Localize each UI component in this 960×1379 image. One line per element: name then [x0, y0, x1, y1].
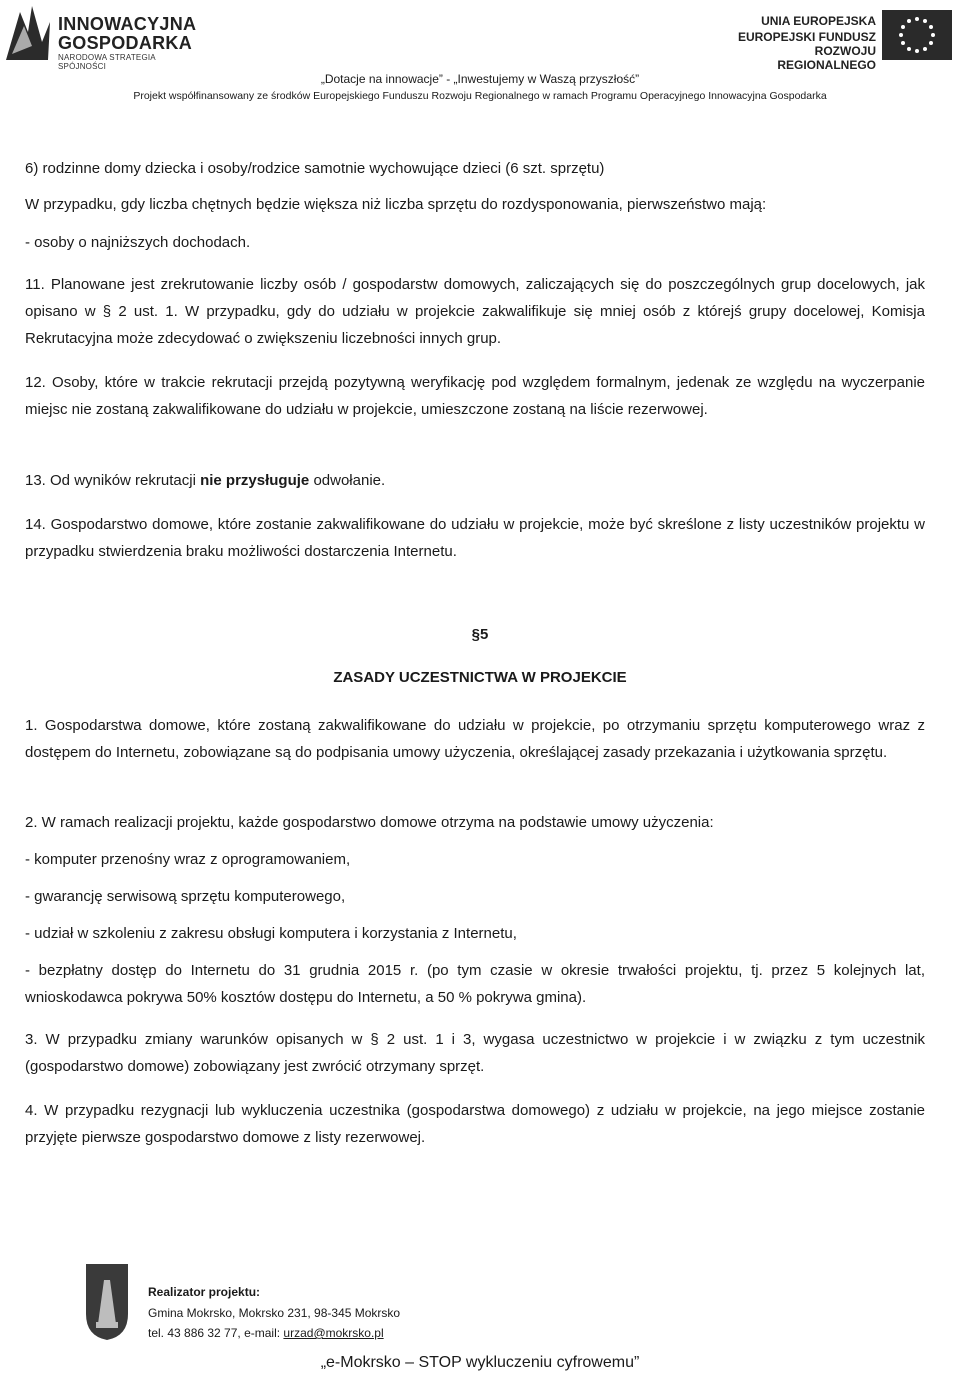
logo-unia-europejska [726, 10, 952, 72]
p13-part-c: odwołanie. [309, 472, 386, 489]
mokrsko-crest-icon [84, 1262, 130, 1342]
logo-right-line1: UNIA EUROPEJSKA [761, 14, 876, 28]
logo-right-line3: ROZWOJU REGIONALNEGO [777, 44, 876, 72]
rule-3: 3. W przypadku zmiany warunków opisanych w § 2 ust. 1 i 3, wygasa uczestnictwo w projekcie i w związku z tym uczestnik (gospodarstwo domowe) zobowiązany jest zwrócić otrzymany sprzęt. [25, 1031, 925, 1075]
footer-label: Realizator projektu: [148, 1285, 261, 1299]
rule-2: 2. W ramach realizacji projektu, każde gospodarstwo domowe otrzyma na podstawie umowy użyczenia: [25, 814, 714, 831]
footer-phone: tel. 43 886 32 77, e-mail: [148, 1326, 284, 1340]
rule-2-item-laptop: - komputer przenośny wraz z oprogramowaniem, [25, 851, 351, 868]
eu-flag-icon [882, 10, 952, 60]
footer-email-link[interactable]: urzad@mokrsko.pl [283, 1326, 384, 1340]
footer-address: Gmina Mokrsko, Mokrsko 231, 98-345 Mokrsko [148, 1306, 401, 1320]
rule-1: 1. Gospodarstwa domowe, które zostaną zakwalifikowane do udziału w projekcie, po otrzymaniu sprzętu komputerowego wraz z dostępem do Internetu, zobowiązane są do podpisania umowy użyczenia, określającej zasady przekazania i użytkowania sprzętu. [25, 717, 925, 761]
logo-left-line2: GOSPODARKA [58, 33, 193, 53]
ig-emblem-icon [2, 2, 54, 64]
paragraph-12: 12. Osoby, które w trakcie rekrutacji przejdą pozytywną weryfikację pod względem formalnym, jedenak ze względu na wyczerpanie miejsc nie zostaną zakwalifikowane do udziału w projekcie, umieszczone zostaną na liście rezerwowej. [25, 374, 925, 418]
p13-part-a: 13. Od wyników rekrutacji [25, 472, 201, 489]
header-subline: Projekt współfinansowany ze środków Europejskiego Funduszu Rozwoju Regionalnego w ramach Programu Operacyjnego Innowacyjna Gospodarka [133, 90, 827, 102]
logo-left-line3: NARODOWA STRATEGIA SPÓJNOŚCI [58, 53, 156, 71]
rule-4: 4. W przypadku rezygnacji lub wykluczenia uczestnika (gospodarstwa domowego) z udziału w projekcie, na jego miejsce zostanie przyjęte pierwsze gospodarstwo domowe z listy rezerwowej. [25, 1102, 925, 1146]
rule-2-item-training: - udział w szkoleniu z zakresu obsługi komputera i korzystania z Internetu, [25, 925, 517, 942]
paragraph-6: 6) rodzinne domy dziecka i osoby/rodzice samotnie wychowujące dzieci (6 szt. sprzętu) [25, 160, 605, 177]
header-tagline: „Dotacje na innowacje” - „Inwestujemy w Waszą przyszłość” [320, 72, 640, 86]
logo-right-line2: EUROPEJSKI FUNDUSZ [737, 30, 876, 44]
section-number: §5 [471, 626, 489, 643]
paragraph-priority: W przypadku, gdy liczba chętnych będzie większa niż liczba sprzętu do rozdysponowania, pierwszeństwo mają: [25, 196, 767, 213]
section-title: ZASADY UCZESTNICTWA W PROJEKCIE [333, 669, 627, 686]
rule-2-item-warranty: - gwarancję serwisową sprzętu komputerowego, [25, 888, 346, 905]
footer-slogan: „e-Mokrsko – STOP wykluczeniu cyfrowemu” [320, 1354, 640, 1371]
paragraph-14: 14. Gospodarstwo domowe, które zostanie zakwalifikowane do udziału w projekcie, może być skreślone z listy uczestników projektu w przypadku stwierdzenia braku możliwości dostarczenia Internetu. [25, 516, 925, 560]
footer-contact [148, 1326, 384, 1340]
logo-innowacyjna-gospodarka [0, 0, 200, 71]
paragraph-11: 11. Planowane jest zrekrutowanie liczby osób / gospodarstw domowych, zaliczających się do poszczególnych grup docelowych, jak opisano w § 2 ust. 1. W przypadku, gdy do udziału w projekcie zakwalifikuje się mniej osób z którejś grupy docelowej, Komisja Rekrutacyjna może zdecydować o zwiększeniu liczebności innych grup. [25, 276, 925, 347]
p13-bold: nie przysługuje [200, 472, 310, 489]
rule-2-item-internet: - bezpłatny dostęp do Internetu do 31 grudnia 2015 r. (po tym czasie w okresie trwałości projektu, tj. przez 5 kolejnych lat, wnioskodawca pokrywa 50% kosztów dostępu do Internetu, a 50 % pokrywa gmina). [25, 962, 925, 1006]
paragraph-13 [25, 467, 925, 494]
paragraph-lowest-income: - osoby o najniższych dochodach. [25, 234, 251, 251]
logo-left-line1: INNOWACYJNA [58, 14, 197, 34]
